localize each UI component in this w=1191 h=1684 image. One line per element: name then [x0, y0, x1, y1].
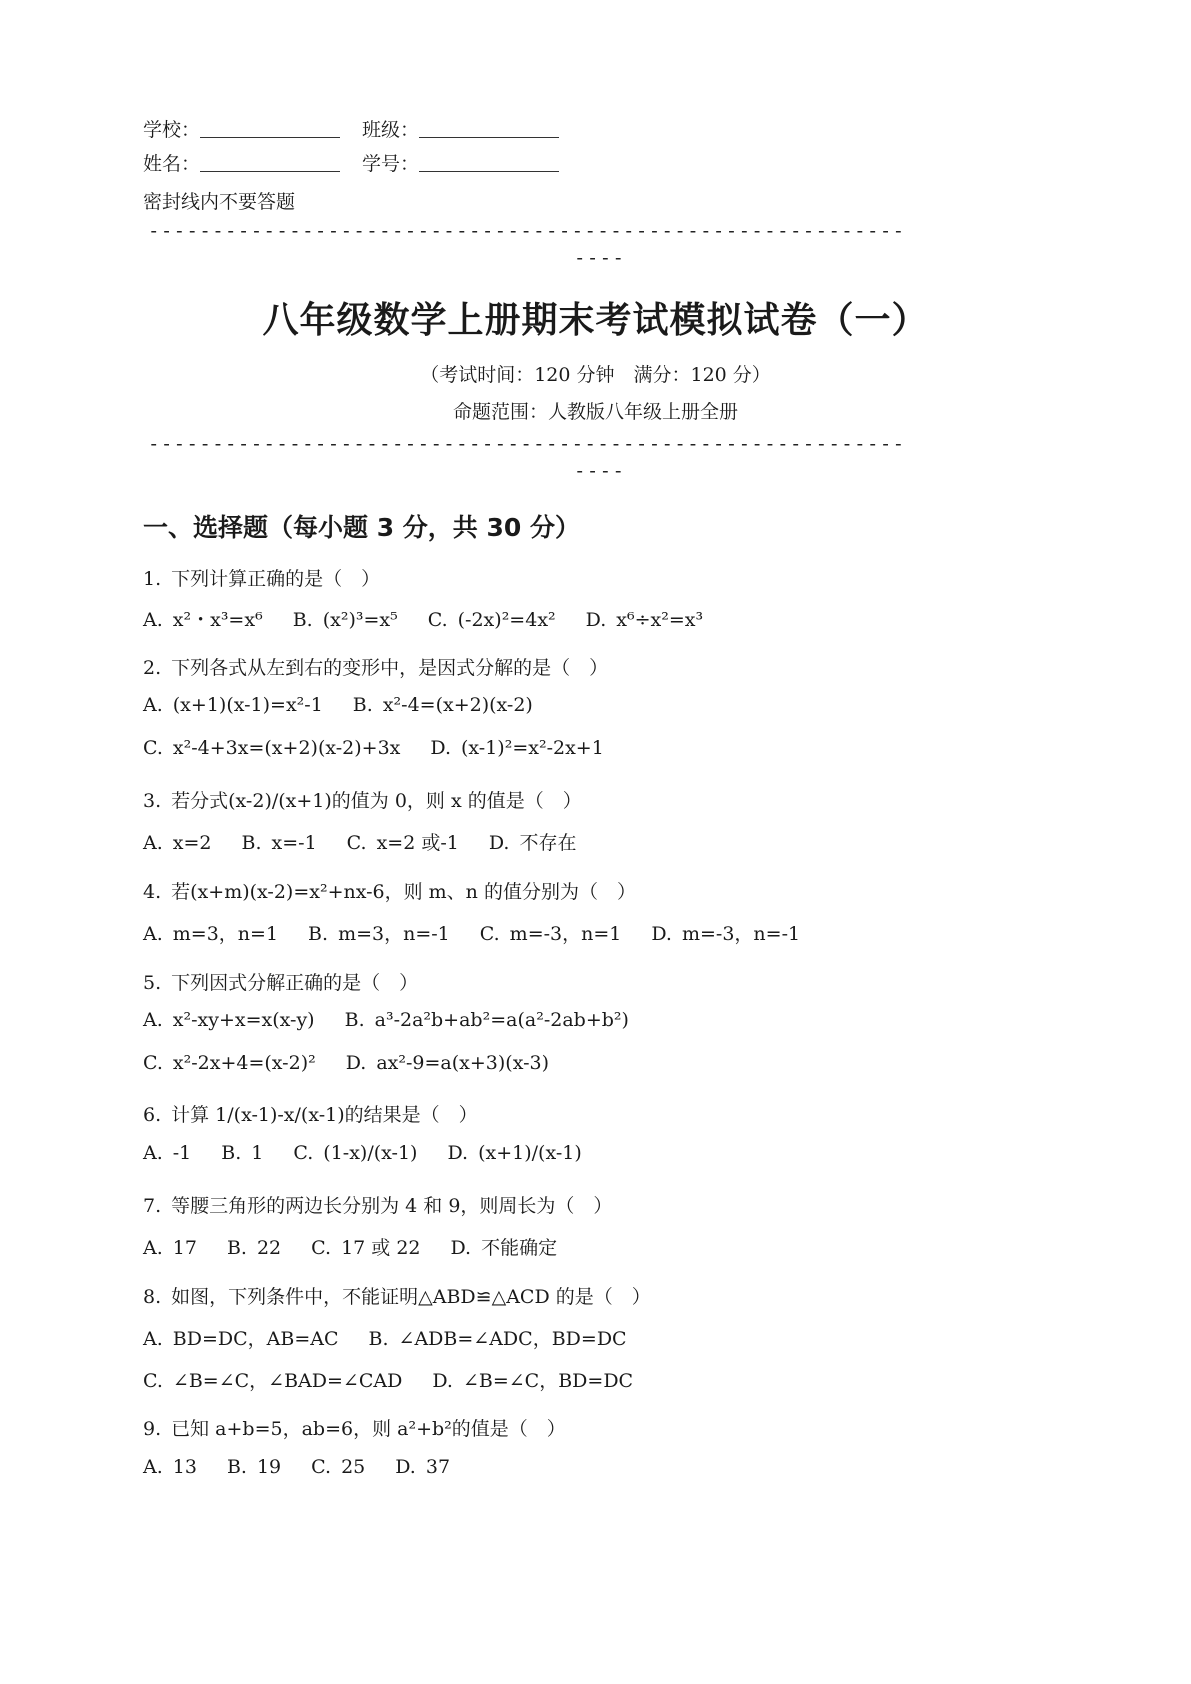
option-text: 17	[172, 1237, 197, 1259]
option-b[interactable]	[227, 1456, 281, 1478]
option-text: (x+1)/(x-1)	[478, 1142, 582, 1164]
option-c[interactable]	[143, 1366, 402, 1393]
option-text: ∠ADB=∠ADC，BD=DC	[398, 1328, 627, 1350]
question-5-options	[143, 1009, 659, 1031]
option-text: ∠B=∠C，BD=DC	[462, 1370, 634, 1392]
option-c[interactable]	[347, 828, 459, 855]
question-number: 2.	[143, 657, 162, 679]
option-a[interactable]	[143, 694, 323, 716]
option-text: 1	[251, 1142, 264, 1164]
option-d[interactable]	[432, 1366, 633, 1393]
option-letter: D.	[488, 832, 510, 854]
option-letter: B.	[221, 1142, 242, 1164]
option-letter: C.	[479, 923, 500, 945]
question-text: 如图，下列条件中，不能证明△ABD≌△ACD 的是（ ）	[171, 1286, 651, 1308]
option-letter: B.	[308, 923, 329, 945]
option-text: ax²-9=a(x+3)(x-3)	[376, 1052, 550, 1074]
option-letter: C.	[143, 737, 163, 759]
question-3-options	[143, 828, 606, 855]
option-text: (x-1)²=x²-2x+1	[461, 737, 604, 759]
option-text: -1	[172, 1142, 192, 1164]
option-letter: C.	[143, 1370, 163, 1392]
option-d[interactable]	[447, 1142, 581, 1164]
option-letter: B.	[352, 694, 373, 716]
option-letter: A.	[143, 1142, 163, 1164]
question-text: 下列各式从左到右的变形中，是因式分解的是（ ）	[171, 657, 609, 679]
question-7-options	[143, 1233, 587, 1260]
question-5	[143, 968, 418, 995]
option-text: 22	[256, 1237, 282, 1259]
option-text: x²-xy+x=x(x-y)	[172, 1009, 315, 1031]
option-letter: D.	[430, 737, 451, 759]
option-text: (x²)³=x⁵	[322, 609, 398, 631]
option-letter: C.	[293, 1142, 314, 1164]
option-d[interactable]	[651, 919, 800, 946]
section-heading: 一、选择题（每小题 3 分，共 30 分）	[143, 513, 581, 542]
option-letter: B.	[368, 1328, 389, 1350]
question-6-options	[143, 1142, 612, 1164]
option-b[interactable]	[227, 1237, 281, 1259]
option-a[interactable]	[143, 605, 263, 632]
option-letter: C.	[427, 609, 448, 631]
header-row-1	[143, 118, 581, 142]
name-blank[interactable]	[200, 153, 340, 172]
question-6	[143, 1100, 478, 1127]
option-letter: D.	[585, 609, 607, 631]
option-text: 25	[341, 1456, 366, 1478]
option-letter: C.	[346, 832, 367, 854]
seal-line-wrap: ----	[574, 247, 626, 269]
option-letter: B.	[344, 1009, 365, 1031]
question-text: 若(x+m)(x-2)=x²+nx-6，则 m、n 的值分别为（ ）	[171, 881, 636, 903]
option-a[interactable]	[143, 832, 212, 854]
option-letter: D.	[447, 1142, 469, 1164]
option-b[interactable]	[242, 832, 317, 854]
class-label: 班级：	[362, 119, 420, 141]
divider-line-wrap: ----	[574, 460, 626, 482]
question-3	[143, 786, 582, 813]
option-a[interactable]	[143, 1237, 197, 1259]
question-8-options	[143, 1366, 663, 1393]
option-letter: C.	[311, 1456, 332, 1478]
question-1-options	[143, 605, 733, 632]
question-text: 等腰三角形的两边长分别为 4 和 9，则周长为（ ）	[171, 1195, 613, 1217]
seal-line: -----------------------------------------------------------	[148, 220, 906, 242]
option-d[interactable]	[489, 828, 577, 855]
question-number: 6.	[143, 1104, 162, 1126]
option-letter: D.	[395, 1456, 416, 1478]
option-c[interactable]	[311, 1456, 365, 1478]
option-b[interactable]	[293, 609, 398, 631]
id-label: 学号：	[362, 153, 420, 175]
option-c[interactable]	[480, 919, 622, 946]
class-blank[interactable]	[419, 119, 559, 138]
option-letter: B.	[292, 609, 313, 631]
question-number: 4.	[143, 881, 162, 903]
option-d[interactable]	[395, 1456, 450, 1478]
option-text: (x+1)(x-1)=x²-1	[172, 694, 323, 716]
option-a[interactable]	[143, 1142, 191, 1164]
option-letter: D.	[651, 923, 672, 945]
option-letter: D.	[345, 1052, 367, 1074]
option-a[interactable]	[143, 1009, 315, 1031]
option-a[interactable]	[143, 1324, 339, 1351]
question-1	[143, 564, 380, 591]
option-b[interactable]	[353, 694, 533, 716]
option-text: x²-4+3x=(x+2)(x-2)+3x	[172, 737, 401, 759]
option-c[interactable]	[293, 1142, 417, 1164]
option-letter: B.	[226, 1237, 247, 1259]
option-letter: A.	[143, 1009, 163, 1031]
option-text: m=3，n=1	[172, 923, 279, 945]
page-title: 八年级数学上册期末考试模拟试卷（一）	[262, 300, 929, 341]
option-a[interactable]	[143, 1456, 197, 1478]
option-d[interactable]	[430, 737, 603, 759]
option-letter: C.	[143, 1052, 163, 1074]
question-9	[143, 1414, 566, 1441]
header-row-2	[143, 152, 581, 176]
option-c[interactable]	[428, 609, 556, 631]
question-text: 计算 1/(x-1)-x/(x-1)的结果是（ ）	[171, 1104, 478, 1126]
question-text: 下列因式分解正确的是（ ）	[171, 972, 419, 994]
option-letter: A.	[143, 1237, 163, 1259]
option-text: 37	[425, 1456, 451, 1478]
option-letter: A.	[143, 1456, 163, 1478]
option-text: x=2	[172, 832, 212, 854]
name-label: 姓名：	[143, 153, 201, 175]
question-4-options	[143, 919, 830, 946]
option-text: 17 或 22	[341, 1237, 421, 1259]
option-text: (1-x)/(x-1)	[323, 1142, 418, 1164]
option-text: 不存在	[519, 832, 577, 854]
question-number: 5.	[143, 972, 162, 994]
option-text: 13	[172, 1456, 197, 1478]
id-blank[interactable]	[419, 153, 559, 172]
exam-info: （考试时间：120 分钟 满分：120 分）	[420, 364, 771, 386]
option-letter: A.	[143, 923, 163, 945]
option-a[interactable]	[143, 919, 278, 946]
option-d[interactable]	[346, 1052, 549, 1074]
option-text: x²-4=(x+2)(x-2)	[382, 694, 533, 716]
option-text: m=-3，n=1	[509, 923, 622, 945]
option-c[interactable]	[311, 1233, 420, 1260]
question-text: 下列计算正确的是（ ）	[171, 568, 381, 590]
option-text: 不能确定	[481, 1237, 558, 1259]
question-8	[143, 1282, 651, 1309]
option-text: x⁶÷x²=x³	[616, 609, 704, 631]
option-text: m=-3，n=-1	[681, 923, 801, 945]
option-letter: A.	[143, 609, 163, 631]
question-number: 1.	[143, 568, 162, 590]
option-letter: D.	[450, 1237, 472, 1259]
option-letter: B.	[241, 832, 262, 854]
question-2	[143, 653, 608, 680]
question-5-options	[143, 1052, 579, 1074]
question-8-options	[143, 1324, 657, 1351]
exam-scope: 命题范围：人教版八年级上册全册	[452, 401, 738, 423]
option-b[interactable]	[221, 1142, 263, 1164]
option-text: ∠B=∠C，∠BAD=∠CAD	[172, 1370, 403, 1392]
option-b[interactable]	[308, 919, 450, 946]
question-text: 已知 a+b=5，ab=6，则 a²+b²的值是（ ）	[171, 1418, 566, 1440]
option-text: (-2x)²=4x²	[457, 609, 556, 631]
question-number: 7.	[143, 1195, 162, 1217]
question-4	[143, 877, 636, 904]
option-text: 19	[256, 1456, 282, 1478]
option-text: m=3，n=-1	[338, 923, 450, 945]
option-text: x=-1	[271, 832, 317, 854]
question-number: 9.	[143, 1418, 162, 1440]
option-d[interactable]	[586, 609, 703, 631]
option-letter: D.	[432, 1370, 453, 1392]
option-text: x²-2x+4=(x-2)²	[172, 1052, 316, 1074]
option-letter: A.	[143, 1328, 163, 1350]
school-blank[interactable]	[200, 119, 340, 138]
option-b[interactable]	[345, 1009, 629, 1031]
school-label: 学校：	[143, 119, 201, 141]
option-letter: A.	[143, 832, 163, 854]
option-text: x²・x³=x⁶	[172, 609, 263, 631]
question-2-options	[143, 694, 563, 716]
option-letter: B.	[226, 1456, 247, 1478]
option-text: BD=DC，AB=AC	[172, 1328, 339, 1350]
question-text: 若分式(x-2)/(x+1)的值为 0，则 x 的值是（ ）	[171, 790, 582, 812]
option-b[interactable]	[369, 1324, 627, 1351]
question-2-options	[143, 737, 634, 759]
question-number: 3.	[143, 790, 162, 812]
option-text: x=2 或-1	[376, 832, 459, 854]
option-letter: C.	[311, 1237, 332, 1259]
seal-note: 密封线内不要答题	[143, 191, 296, 213]
option-text: a³-2a²b+ab²=a(a²-2ab+b²)	[374, 1009, 629, 1031]
option-c[interactable]	[143, 737, 400, 759]
question-7	[143, 1191, 612, 1218]
question-9-options	[143, 1456, 480, 1478]
option-letter: A.	[143, 694, 163, 716]
question-number: 8.	[143, 1286, 162, 1308]
option-c[interactable]	[143, 1052, 316, 1074]
option-d[interactable]	[451, 1233, 558, 1260]
divider-line: -----------------------------------------------------------	[148, 433, 906, 455]
